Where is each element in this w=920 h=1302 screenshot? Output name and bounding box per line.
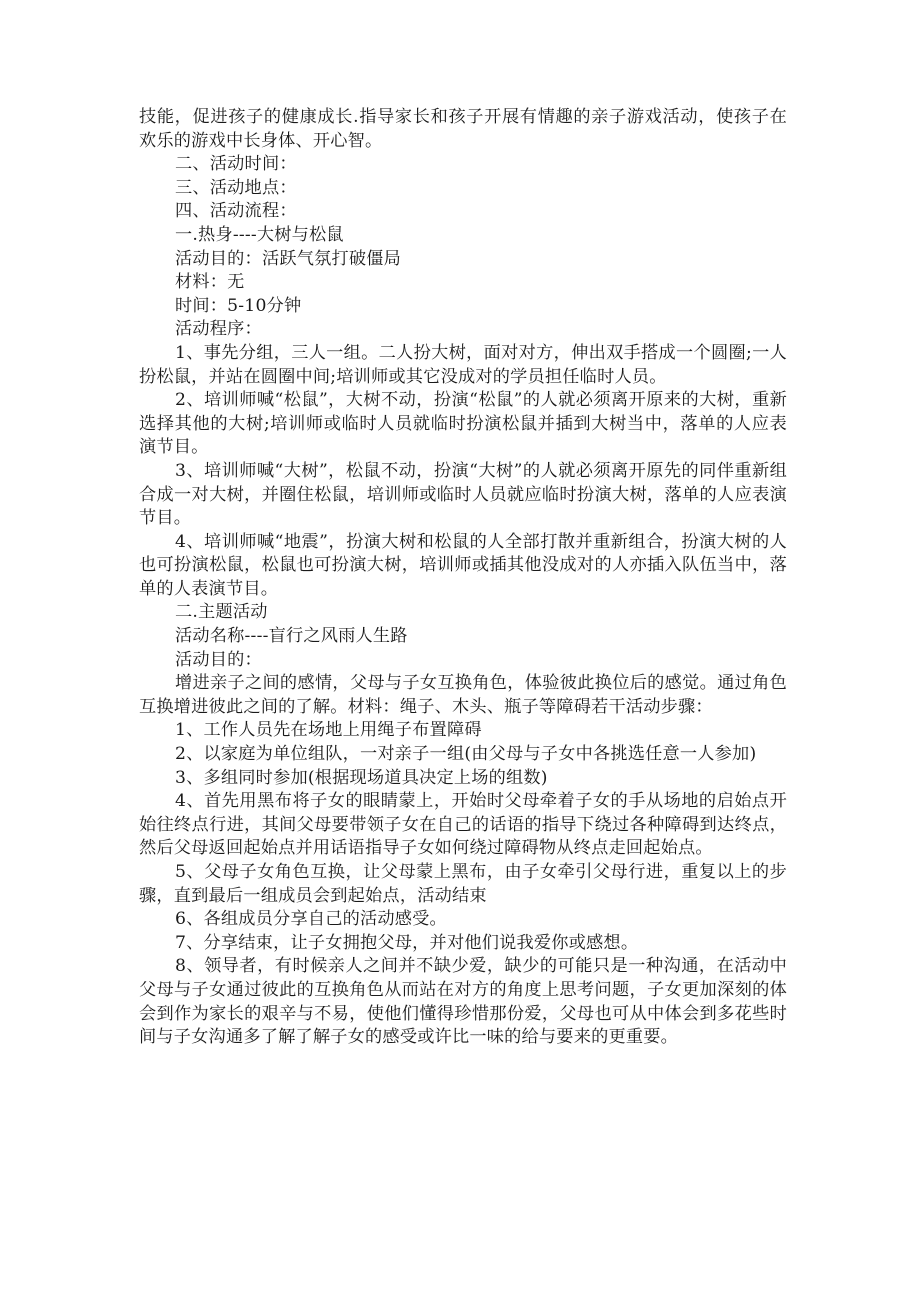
list-item: 7、分享结束，让子女拥抱父母，并对他们说我爱你或感想。 xyxy=(175,932,639,953)
subsection-heading: 二.主题活动 xyxy=(175,602,268,623)
subsection-heading: 一.热身----大树与松鼠 xyxy=(175,224,344,245)
list-item: 4、首先用黑布将子女的眼睛蒙上，开始时父母牵着子女的手从场地的启始点开始往终点行进，其间父母要带领子女在自己的话语的指导下绕过各种障碍到达终点，然后父母返回起始点并用话语指导子女如何绕过障碍物从终点走回起始点。 xyxy=(139,791,787,859)
list-item: 1、工作人员先在场地上用绳子布置障碍 xyxy=(175,720,482,741)
list-item: 3、培训师喊“大树”，松鼠不动，扮演“大树”的人就必须离开原先的同伴重新组合成一对大树，并圈住松鼠，培训师或临时人员就应临时扮演大树，落单的人应表演节目。 xyxy=(139,460,787,529)
list-item: 8、领导者，有时候亲人之间并不缺少爱，缺少的可能只是一种沟通，在活动中父母与子女通过彼此的互换角色从而站在对方的角度上思考问题，子女更加深刻的体会到作为家长的艰辛与不易，使他们懂得珍惜那份爱，父母也可从中体会到多花些时间与子女沟通多了解了解子女的感受或许比一味的给与要来的更重要。 xyxy=(139,956,787,1048)
list-item: 4、培训师喊“地震”，扮演大树和松鼠的人全部打散并重新组合，扮演大树的人也可扮演松鼠，松鼠也可扮演大树，培训师或插其他没成对的人亦插入队伍当中，落单的人表演节目。 xyxy=(139,531,787,599)
paragraph: 活动名称----盲行之风雨人生路 xyxy=(175,626,408,647)
section-heading: 二、活动时间： xyxy=(175,154,297,175)
paragraph: 增进亲子之间的感情，父母与子女互换角色，体验彼此换位后的感觉。通过角色互换增进彼此之间的了解。材料：绳子、木头、瓶子等障碍若干活动步骤： xyxy=(139,673,787,717)
paragraph: 材料：无 xyxy=(175,272,245,293)
list-item: 3、多组同时参加(根据现场道具决定上场的组数) xyxy=(175,767,548,788)
list-item: 1、事先分组，三人一组。二人扮大树，面对对方，伸出双手搭成一个圆圈;一人扮松鼠，并站在圆圈中间;培训师或其它没成对的学员担任临时人员。 xyxy=(139,342,787,387)
document-page xyxy=(139,106,787,1050)
list-item: 2、培训师喊“松鼠”，大树不动，扮演“松鼠”的人就必须离开原来的大树，重新选择其他的大树;培训师或临时人员就临时扮演松鼠并插到大树当中，落单的人应表演节目。 xyxy=(139,390,787,458)
section-heading: 三、活动地点： xyxy=(175,177,297,198)
paragraph: 活动目的：活跃气氛打破僵局 xyxy=(175,248,402,269)
list-item: 6、各组成员分享自己的活动感受。 xyxy=(175,909,447,930)
paragraph: 活动程序： xyxy=(175,319,262,340)
paragraph: 技能，促进孩子的健康成长.指导家长和孩子开展有情趣的亲子游戏活动，使孩子在欢乐的游戏中长身体、开心智。 xyxy=(139,107,787,151)
paragraph: 时间：5-10分钟 xyxy=(175,295,302,316)
list-item: 5、父母子女角色互换，让父母蒙上黑布，由子女牵引父母行进，重复以上的步骤，直到最后一组成员会到起始点，活动结束 xyxy=(139,862,787,906)
section-heading: 四、活动流程： xyxy=(175,201,297,222)
paragraph: 活动目的： xyxy=(175,649,262,670)
list-item: 2、以家庭为单位组队，一对亲子一组(由父母与子女中各挑选任意一人参加) xyxy=(175,744,757,765)
